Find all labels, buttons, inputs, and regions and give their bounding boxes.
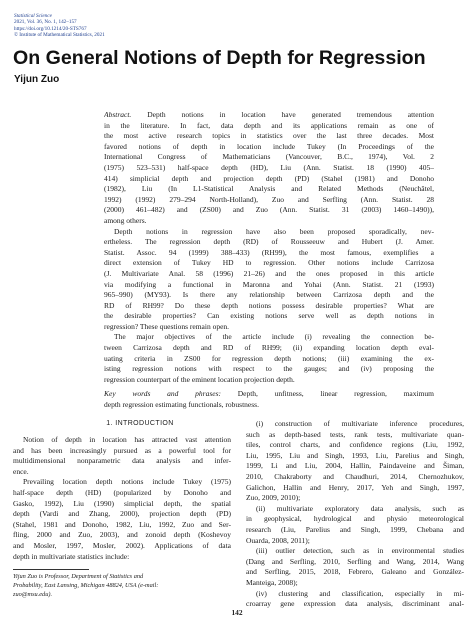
- abstract-line: favored notions of depth in location include Tukey (In Proceedings of the: [104, 141, 434, 151]
- body-line: multidimensional nonparametric data analysis and infer-: [13, 456, 231, 466]
- body-line: half-space depth (HD) (popularized by Donoho and: [13, 487, 231, 497]
- body-line: tiles, control charts, and confidence regions (Liu, 1992,: [246, 440, 464, 450]
- journal-name[interactable]: Statistical Science: [14, 13, 52, 19]
- abstract-line: RD of RH99? Do these depth notions possess desirable properties? What are: [104, 300, 434, 310]
- abstract-line: isting regression notions with respect to the gauges; and (iv) proposing the: [104, 364, 434, 374]
- abstract-line: in the literature. In fact, data depth and its applications remain as one of: [104, 120, 434, 130]
- body-line: Manteiga, 2008);: [246, 577, 298, 587]
- keyword-line: Key words and phrases: Depth, unfitness, linear regression, maximum: [104, 389, 434, 399]
- keywords: [104, 389, 434, 410]
- keywords-label: Key words and phrases:: [104, 389, 221, 399]
- body-line: depth (Vardi and Zhang, 2000), projection depth (PD): [13, 509, 231, 519]
- author-name: Yijun Zuo: [14, 74, 60, 85]
- abstract-line: tween Carrizosa depth and RD of RH99; (ii) expanding location depth eval-: [104, 343, 434, 353]
- body-line: Galichon, Hallin and Henry, 2017, Yeh and Singh, 1997,: [246, 482, 464, 492]
- body-line: and Mosler, 1997, Mosler, 2002). Applications of data: [13, 540, 231, 550]
- abstract-line: direct extension of Tukey HD to regression. Other notions include Carrizosa: [104, 258, 434, 268]
- body-line: and has been increasingly pursued as a powerful tool for: [13, 445, 231, 455]
- volume-line: 2021, Vol. 36, No. 1, 142–157: [14, 19, 77, 26]
- body-line: fling, 2000 and Zuo, 2003), and zonoid depth (Koshevoy: [13, 530, 231, 540]
- paper-title: On General Notions of Depth for Regression: [13, 47, 426, 69]
- body-line: (Stahel, 1981 and Donoho, 1982, Liu, 1992, Zuo and Ser-: [13, 519, 231, 529]
- body-line: 1999, Li and Liu, 2004, Hallin, Paindaveine and Šiman,: [246, 461, 464, 471]
- body-line: ence.: [13, 466, 29, 476]
- page-number: 142: [231, 608, 243, 617]
- abstract-body: [104, 110, 434, 385]
- abstract-line: via modifying a functional in Maronna and Yohai (Ann. Statist. 21 (1993): [104, 279, 434, 289]
- footnote-line: Yijun Zuo is Professor, Department of Statistics and: [13, 573, 144, 580]
- abstract: [104, 110, 434, 411]
- body-line: depth in multivariate statistics include:: [13, 551, 130, 561]
- body-line: (i) construction of multivariate inference procedures,: [256, 419, 464, 428]
- journal-header: [14, 13, 105, 38]
- abstract-line: Depth notions in regression have also been proposed sporadically, nev-: [114, 226, 434, 236]
- abstract-line: Abstract. Depth notions in location have generated tremendous attention: [104, 110, 434, 119]
- body-line: such as depth-based tests, rank tests, multivariate quan-: [246, 429, 464, 439]
- body-line: (iii) outlier detection, such as in environmental studies: [256, 546, 464, 556]
- section-heading-introduction: 1. INTRODUCTION: [106, 420, 174, 427]
- abstract-line: (1982), Liu (In L1-Statistical Analysis and Related Methods (Neuchâtel,: [104, 184, 434, 194]
- abstract-line: the desirable properties? Can existing notions serve well as depth notions in: [104, 311, 434, 321]
- left-column-text: [13, 435, 231, 562]
- body-line: Prevailing location depth notions include Tukey (1975): [23, 477, 231, 487]
- abstract-line: Statist. Assoc. 94 (1999) 388–433) (RH99), the most famous, exemplifies a: [104, 247, 434, 257]
- body-line: croarray gene expression data analysis, discriminant anal-: [246, 599, 464, 609]
- doi-link[interactable]: https://doi.org/10.1214/20-STS767: [14, 25, 87, 32]
- abstract-line: The major objectives of the article include (i) revealing the connection be-: [114, 332, 434, 342]
- keyword-line: depth regression estimating functionals, robustness.: [104, 400, 259, 410]
- abstract-line: (2000) 461–482) and (ZS00) and Zuo (Ann. Statist. 31 (2003) 1460–1490)),: [104, 205, 434, 215]
- abstract-line: 1992) (1992) 279–294 North-Holland), Zuo and Serfling (Ann. Statist. 28: [104, 194, 434, 204]
- footnote-line: Probability, East Lansing, Michigan 48824, USA (e-mail:: [13, 581, 159, 589]
- abstract-line: among others.: [104, 215, 147, 225]
- body-line: research (Liu, Parelius and Singh, 1999, Chebana and: [246, 524, 464, 534]
- abstract-line: regression? These questions remain open.: [104, 321, 230, 331]
- body-line: Gasko, 1992), Liu (1990) simplicial depth, the spatial: [13, 498, 231, 508]
- body-line: Zuo, 2009, 2010);: [246, 493, 301, 503]
- body-line: (ii) multivariate exploratory data analysis, such as: [256, 503, 464, 513]
- body-line: (Dang and Serfling, 2010, Serfling and Wang, 2014, Wang: [246, 556, 464, 566]
- footnote-line: zuo@msu.edu).: [13, 590, 53, 598]
- abstract-line: the most active research topics in statistics over the last three decades. Most: [104, 131, 434, 141]
- body-line: 2010, Chakraborty and Chaudhuri, 2014, Chernozhukov,: [246, 471, 464, 481]
- abstract-line: 965–990) (MY93). Is there any relationship between Carrizosa depth and the: [104, 290, 434, 300]
- abstract-line: (J. Multivariate Anal. 58 (1996) 21–26) and the ones proposed in this article: [104, 268, 434, 278]
- body-line: Liu, 1995, Liu and Singh, 1993, Liu, Parelius and Singh,: [246, 450, 464, 460]
- right-column-text: [246, 419, 464, 610]
- abstract-line: 414) simplicial depth and projection depth (PD) (Stahel (1981) and Donoho: [104, 173, 434, 183]
- abstract-line: uating criteria in ZS00 for regression depth notions; (iii) examining the ex-: [104, 353, 434, 363]
- abstract-line: (1975) 523–531) half-space depth (HD), Liu (Ann. Statist. 18 (1990) 405–: [104, 162, 434, 172]
- body-line: Notion of depth in location has attracted vast attention: [23, 435, 231, 444]
- author-footnote: [13, 573, 231, 599]
- abstract-line: ertheless. The regression depth (RD) of Rousseeuw and Hubert (J. Amer.: [104, 237, 434, 247]
- body-line: Ouarda, 2008, 2011);: [246, 535, 310, 545]
- body-line: and Serfling, 2015, 2018, Febrero, Galeano and González-: [246, 567, 464, 577]
- abstract-line: regression counterpart of the eminent location projection depth.: [104, 374, 295, 384]
- body-line: in geophysical, hydrological and physio meteorological: [246, 514, 464, 524]
- footnote-divider: [13, 569, 89, 570]
- abstract-label: Abstract.: [104, 110, 132, 119]
- abstract-line: International Congress of Mathematicians (Vancouver, B.C., 1974), Vol. 2: [104, 152, 434, 162]
- body-line: (iv) clustering and classification, especially in mi-: [256, 588, 464, 598]
- copyright-line: © Institute of Mathematical Statistics, 2021: [14, 31, 105, 38]
